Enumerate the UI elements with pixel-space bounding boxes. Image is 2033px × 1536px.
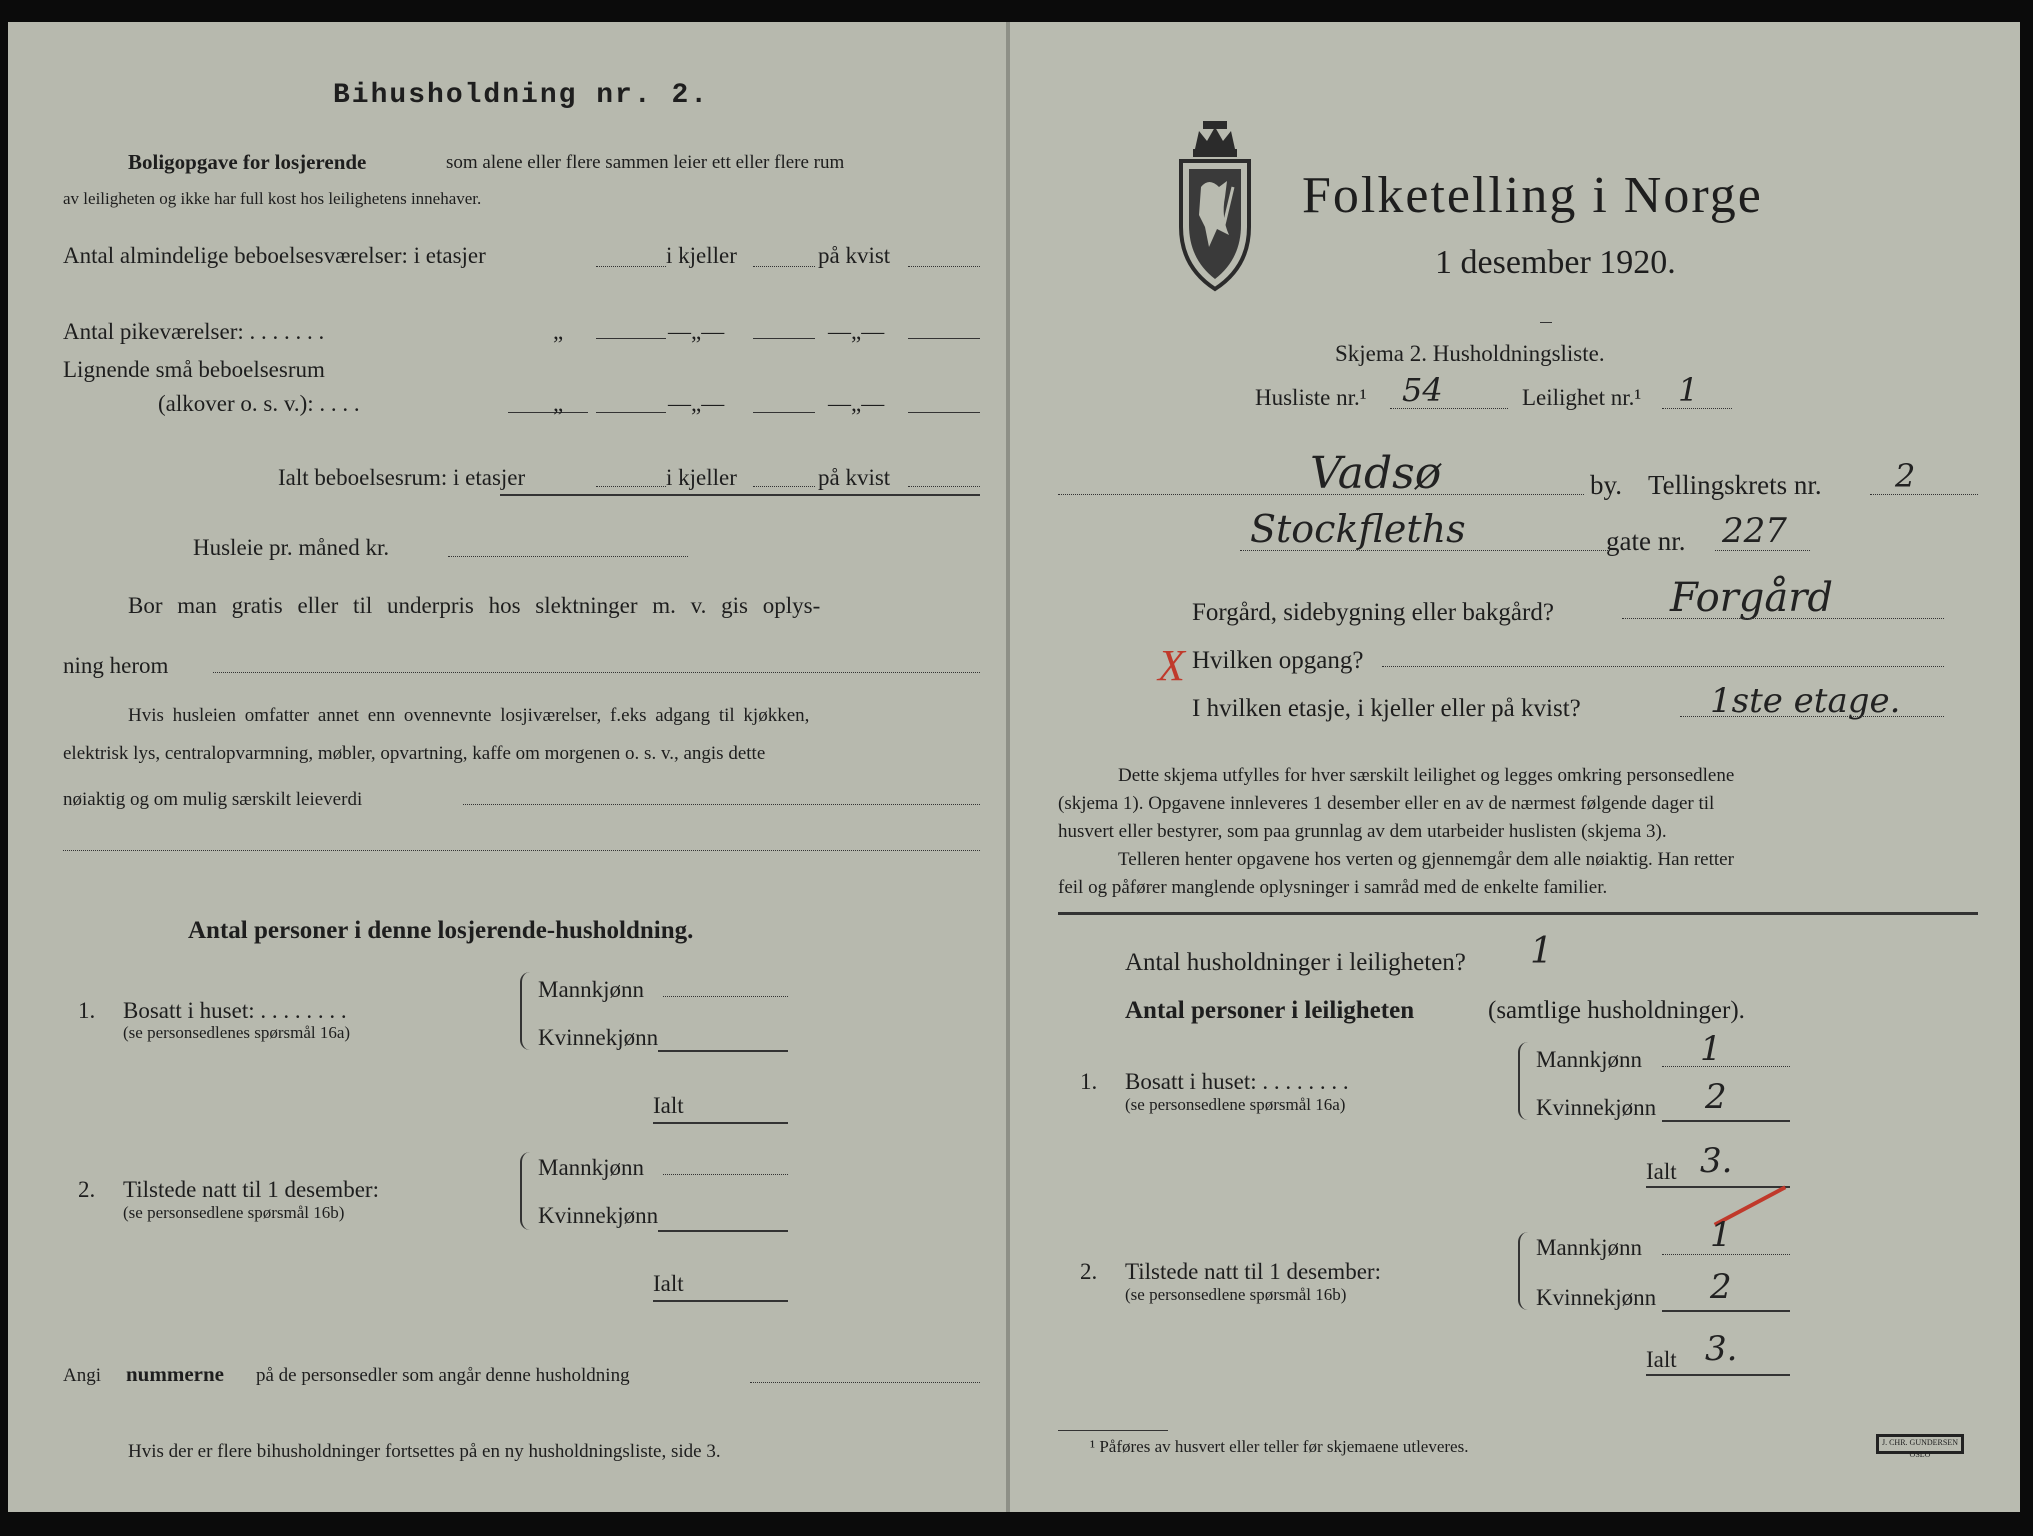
gate-line: [1240, 550, 1610, 551]
krets-line: [1870, 494, 1978, 495]
r-q1-kvinne-value: 2: [1705, 1077, 1727, 1117]
skjema-label: Skjema 2. Husholdningsliste.: [1335, 341, 1605, 366]
lignende-quote: „: [553, 391, 564, 416]
r-q1-kvinne-line: [1662, 1120, 1790, 1122]
right-page: [1010, 22, 2020, 1512]
r-q2-label: Tilstede natt til 1 desember:: [1125, 1259, 1381, 1284]
left-page: [8, 22, 1008, 1512]
q2-mann-label: Mannkjønn: [538, 1155, 645, 1180]
by-line: [1058, 494, 1584, 495]
krets-value: 2: [1895, 457, 1916, 495]
antal-hush-value: 1: [1530, 931, 1553, 972]
antal-pers-bold: Antal personer i leiligheten: [1125, 997, 1415, 1024]
r-q1-ialt-label: Ialt: [1646, 1159, 1677, 1184]
r-q1-sub: (se personsedlene spørsmål 16a): [1125, 1095, 1346, 1114]
q1-ialt-line: [653, 1122, 788, 1124]
r-q2-mann-line: [1662, 1254, 1790, 1255]
pike-dash-1: —„—: [668, 319, 725, 344]
divider-rule: [1058, 912, 1978, 915]
left-footer: Hvis der er flere bihusholdninger fortsettes på en ny husholdningsliste, side 3.: [128, 1441, 721, 1462]
q2-kvinne-label: Kvinnekjønn: [538, 1203, 659, 1228]
q1-label: Bosatt i huset: . . . . . . . .: [123, 998, 347, 1023]
q2-ialt-line: [653, 1300, 788, 1302]
r-q1-num: 1.: [1080, 1069, 1098, 1094]
ialt-etasjer-line: [596, 486, 666, 487]
coat-of-arms-icon: [1175, 117, 1255, 292]
pike-line-3: [908, 338, 980, 339]
dette-line3: husvert eller bestyrer, som paa grunnlag av dem utarbeider huslisten (skjema 3).: [1058, 821, 1667, 842]
bor-line2: ning herom: [63, 653, 169, 678]
pike-line-2: [753, 338, 815, 339]
rooms-label: Antal almindelige beboelsesværelser: i etasjer: [63, 243, 486, 268]
husleie-line: [448, 556, 688, 557]
opgang-line: [1382, 666, 1944, 667]
antal-pers-rest: (samtlige husholdninger).: [1488, 997, 1745, 1024]
antal-heading: Antal personer i denne losjerende-husholdning.: [188, 917, 694, 944]
r-q2-ialt-line: [1646, 1374, 1790, 1376]
opgang-label: Hvilken opgang?: [1192, 647, 1364, 674]
bor-line: [213, 672, 980, 673]
r-q2-kvinne-value: 2: [1710, 1267, 1732, 1307]
r-q2-ialt-value: 3.: [1705, 1329, 1738, 1369]
ialt-kvist-label: på kvist: [818, 465, 891, 490]
lignende-dash-1: —„—: [668, 391, 725, 416]
q1-mann-label: Mannkjønn: [538, 977, 645, 1002]
folketelling-title: Folketelling i Norge: [1302, 167, 1763, 224]
pike-label: Antal pikeværelser: . . . . . . .: [63, 319, 325, 344]
rooms-kvist-label: på kvist: [818, 243, 891, 268]
rooms-kjeller-label: i kjeller: [666, 243, 737, 268]
r-q2-ialt-label: Ialt: [1646, 1347, 1677, 1372]
forgard-value: Forgård: [1670, 575, 1833, 621]
dette-line2: (skjema 1). Opgavene innleveres 1 desember eller en av de nærmest følgende dager til: [1058, 793, 1715, 814]
lignende-line1: Lignende små beboelsesrum: [63, 357, 325, 382]
r-q2-mann-value: 1: [1710, 1215, 1732, 1255]
hvis-line2: elektrisk lys, centralopvarmning, møbler, opvartning, kaffe om morgenen o. s. v., angis dette: [63, 743, 766, 764]
rooms-etasjer-line: [596, 266, 666, 267]
ialt-kvist-line: [908, 486, 980, 487]
q2-sub: (se personsedlene spørsmål 16b): [123, 1203, 345, 1222]
husliste-value: 54: [1402, 371, 1443, 409]
q2-brace: [520, 1152, 532, 1230]
q1-num: 1.: [78, 998, 96, 1023]
q2-label: Tilstede natt til 1 desember:: [123, 1177, 379, 1202]
lignende-line-3: [908, 412, 980, 413]
ialt-beboelsesrum-label: Ialt beboelsesrum: i etasjer: [278, 465, 526, 490]
telleren-line2: feil og påfører manglende oplysninger i samråd med de enkelte familier.: [1058, 877, 1608, 898]
q2-num: 2.: [78, 1177, 96, 1202]
q1-mann-line: [663, 996, 788, 997]
footnote-rule: [1058, 1430, 1168, 1431]
angi-bold: nummerne: [126, 1362, 224, 1386]
pike-quote: „: [553, 319, 564, 344]
printer-stamp: J. CHR. GUNDERSEN OSLO: [1876, 1434, 1964, 1454]
gate-value: Stockfleths: [1250, 507, 1466, 551]
angi-rest: på de personsedler som angår denne husholdning: [256, 1365, 630, 1386]
husliste-label: Husliste nr.¹: [1255, 385, 1367, 410]
pike-dash-2: —„—: [828, 319, 885, 344]
dette-paragraph: [1058, 762, 1978, 902]
krets-label: Tellingskrets nr.: [1648, 470, 1822, 500]
husliste-line: [1390, 408, 1508, 409]
ialt-underline: [500, 494, 980, 496]
intro-line2: av leiligheten og ikke har full kost hos leilighetens innehaver.: [63, 189, 482, 208]
r-q2-mann-label: Mannkjønn: [1536, 1235, 1643, 1260]
r-q1-mann-value: 1: [1700, 1029, 1722, 1069]
antal-hush-label: Antal husholdninger i leiligheten?: [1125, 949, 1466, 976]
ialt-kjeller-line: [753, 486, 815, 487]
r-q1-kvinne-label: Kvinnekjønn: [1536, 1095, 1657, 1120]
angi-line: [750, 1382, 980, 1383]
hvis-extra-line: [63, 850, 980, 851]
bor-line1: Bor man gratis eller til underpris hos slektninger m. v. gis oplys-: [128, 593, 821, 618]
gate-nr-line: [1715, 550, 1810, 551]
etasje-label: I hvilken etasje, i kjeller eller på kvist?: [1192, 695, 1581, 722]
r-q1-mann-line: [1662, 1066, 1790, 1067]
lignende-line-2: [753, 412, 815, 413]
q1-ialt-label: Ialt: [653, 1093, 684, 1118]
by-value: Vadsø: [1310, 448, 1442, 499]
forgard-line: [1622, 618, 1944, 619]
hvis-line: [463, 804, 980, 805]
q2-ialt-label: Ialt: [653, 1271, 684, 1296]
by-label: by.: [1590, 470, 1622, 500]
r-q2-brace: [1518, 1232, 1530, 1310]
r-q1-brace: [1518, 1042, 1530, 1120]
leilighet-value: 1: [1678, 371, 1699, 409]
q1-sub: (se personsedlenes spørsmål 16a): [123, 1023, 351, 1042]
r-q1-ialt-line: [1646, 1186, 1790, 1188]
r-q2-kvinne-line: [1662, 1310, 1790, 1312]
lignende-dash-2: —„—: [828, 391, 885, 416]
r-q2-kvinne-label: Kvinnekjønn: [1536, 1285, 1657, 1310]
angi-pre: Angi: [63, 1365, 101, 1386]
r-q1-ialt-value: 3.: [1700, 1141, 1733, 1181]
census-date: 1 desember 1920.: [1435, 244, 1676, 281]
leilighet-line: [1662, 408, 1732, 409]
telleren-line1: Telleren henter opgavene hos verten og gjennemgår dem alle nøiaktig. Han retter: [1118, 849, 1734, 870]
dette-line1: Dette skjema utfylles for hver særskilt leilighet og legges omkring personsedlene: [1118, 765, 1735, 786]
bihusholdning-title: Bihusholdning nr. 2.: [333, 80, 710, 111]
etasje-value: 1ste etage.: [1710, 681, 1901, 721]
r-q1-label: Bosatt i huset: . . . . . . . .: [1125, 1069, 1349, 1094]
rooms-kvist-line: [908, 266, 980, 267]
hvis-line1: Hvis husleien omfatter annet enn ovennevnte losjiværelser, f.eks adgang til kjøkken,: [128, 705, 810, 726]
q1-kvinne-label: Kvinnekjønn: [538, 1025, 659, 1050]
ialt-kjeller-label: i kjeller: [666, 465, 737, 490]
lignende-line-1: [596, 412, 666, 413]
q2-kvinne-line: [658, 1230, 788, 1232]
husleie-label: Husleie pr. måned kr.: [193, 535, 390, 560]
rooms-kjeller-line: [753, 266, 815, 267]
r-q1-mann-label: Mannkjønn: [1536, 1047, 1643, 1072]
q2-mann-line: [663, 1174, 788, 1175]
lignende-line2: (alkover o. s. v.): . . . .: [158, 391, 360, 416]
etasje-line: [1680, 716, 1944, 717]
pike-line-1: [596, 338, 666, 339]
lignende-line-a: [508, 412, 588, 413]
title-tick: [1540, 322, 1552, 323]
intro-rest: som alene eller flere sammen leier ett eller flere rum: [446, 152, 845, 173]
r-q2-num: 2.: [1080, 1259, 1098, 1284]
hvis-line3: nøiaktig og om mulig særskilt leieverdi: [63, 789, 363, 810]
leilighet-label: Leilighet nr.¹: [1522, 385, 1642, 410]
intro-bold: Boligopgave for losjerende: [128, 150, 367, 174]
footnote-text: ¹ Påføres av husvert eller teller før skjemaene utleveres.: [1090, 1437, 1469, 1456]
red-x-mark: X: [1158, 641, 1185, 690]
forgard-label: Forgård, sidebygning eller bakgård?: [1192, 599, 1554, 626]
gate-label: gate nr.: [1606, 526, 1686, 556]
r-q2-sub: (se personsedlene spørsmål 16b): [1125, 1285, 1347, 1304]
q1-kvinne-line: [658, 1050, 788, 1052]
gate-nr-value: 227: [1722, 511, 1787, 551]
q1-brace: [520, 972, 532, 1050]
